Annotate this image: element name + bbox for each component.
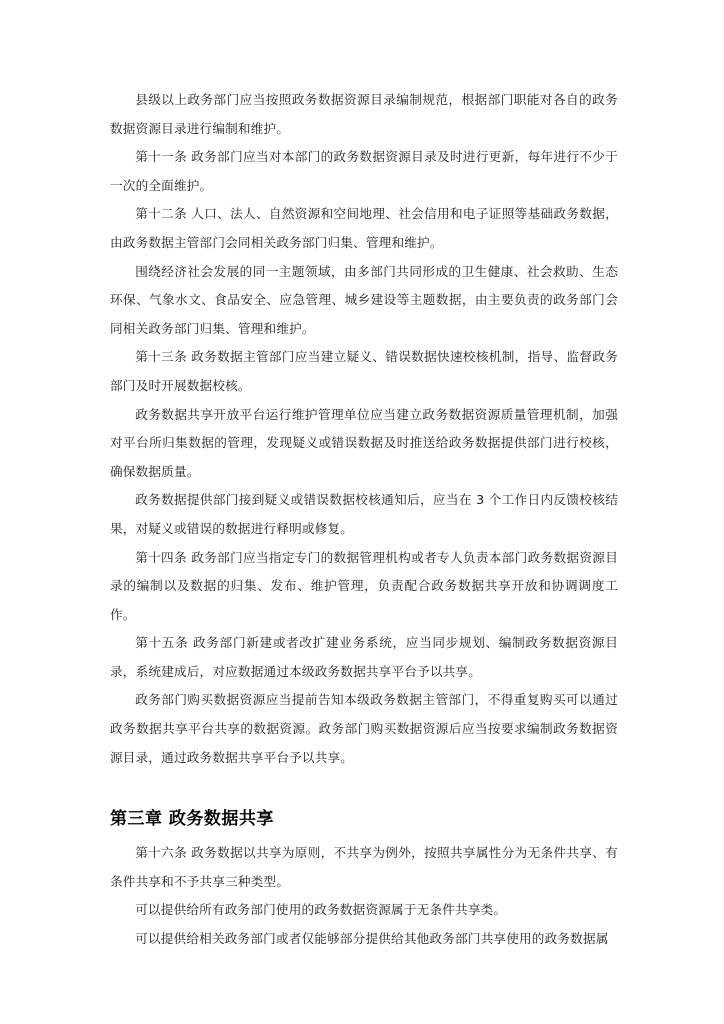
- paragraph-article-16: 第十六条 政务数据以共享为原则，不共享为例外，按照共享属性分为无条件共享、有条件共享和不予共享三种类型。: [110, 845, 618, 889]
- paragraph-thematic-data: 围绕经济社会发展的同一主题领域，由多部门共同形成的卫生健康、社会救助、生态环保、气象水文、食品安全、应急管理、城乡建设等主题数据，由主要负责的政务部门会同相关政务部门归集、管理和维护。: [110, 263, 618, 336]
- paragraph-article-12: 第十二条 人口、法人、自然资源和空间地理、社会信用和电子证照等基础政务数据，由政务数据主管部门会同相关政务部门归集、管理和维护。: [110, 206, 618, 250]
- paragraph-article-15: 第十五条 政务部门新建或者改扩建业务系统，应当同步规划、编制政务数据资源目录，系统建成后，对应数据通过本级政务数据共享平台予以共享。: [110, 635, 618, 679]
- paragraph-catalog-compilation: 县级以上政务部门应当按照政务数据资源目录编制规范，根据部门职能对各自的政务数据资源目录进行编制和维护。: [110, 92, 618, 136]
- paragraph-feedback-deadline: 政务数据提供部门接到疑义或错误数据校核通知后，应当在 3 个工作日内反馈校核结果，对疑义或错误的数据进行释明或修复。: [110, 492, 618, 536]
- paragraph-article-13: 第十三条 政务数据主管部门应当建立疑义、错误数据快速校核机制，指导、监督政务部门及时开展数据校核。: [110, 349, 618, 393]
- paragraph-article-11: 第十一条 政务部门应当对本部门的政务数据资源目录及时进行更新，每年进行不少于一次的全面维护。: [110, 149, 618, 193]
- paragraph-quality-management: 政务数据共享开放平台运行维护管理单位应当建立政务数据资源质量管理机制，加强对平台所归集数据的管理，发现疑义或错误数据及时推送给政务数据提供部门进行校核，确保数据质量。: [110, 406, 618, 479]
- paragraph-conditional-sharing: 可以提供给相关政务部门或者仅能够部分提供给其他政务部门共享使用的政务数据属: [135, 931, 609, 947]
- paragraph-unconditional-sharing: 可以提供给所有政务部门使用的政务数据资源属于无条件共享类。: [135, 902, 507, 918]
- paragraph-data-purchase: 政务部门购买数据资源应当提前告知本级政务数据主管部门，不得重复购买可以通过政务数据共享平台共享的数据资源。政务部门购买数据资源后应当按要求编制政务数据资源目录，通过政务数据共享平台予以共享。: [110, 692, 618, 765]
- paragraph-article-14: 第十四条 政务部门应当指定专门的数据管理机构或者专人负责本部门政务数据资源目录的编制以及数据的归集、发布、维护管理，负责配合政务数据共享开放和协调调度工作。: [110, 549, 618, 622]
- chapter-heading: 第三章 政务数据共享: [110, 809, 274, 830]
- document-page: [110, 86, 618, 954]
